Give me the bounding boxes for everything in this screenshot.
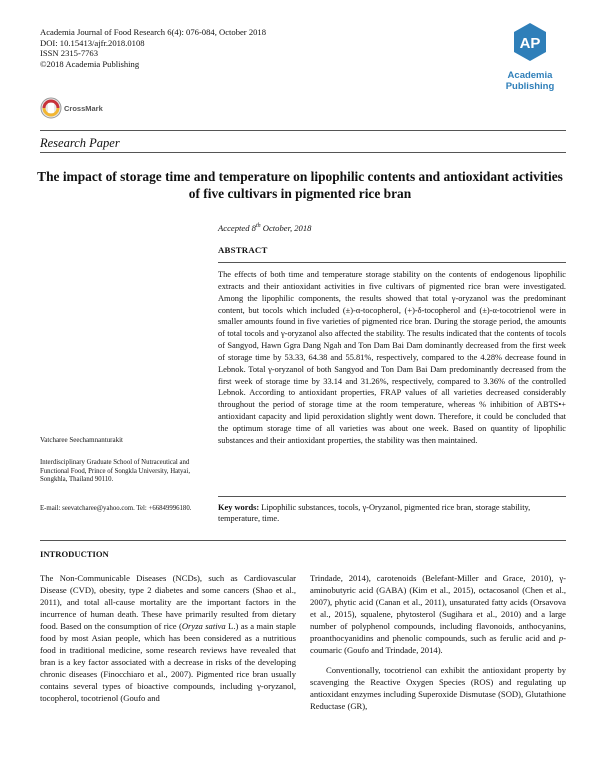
publisher-badge-icon [512,22,548,62]
abstract-heading: ABSTRACT [218,245,268,255]
intro-rule [40,540,566,541]
keywords [218,502,566,524]
doi[interactable]: DOI: 10.15413/ajfr.2018.0108 [40,37,145,48]
journal-citation: Academia Journal of Food Research 6(4): 076-084, October 2018 [40,27,267,37]
section-rule [40,152,566,153]
abstract-text: The effects of both time and temperature storage stability on the contents of endogenous lipophilic extracts and their antioxidant activities in five cultivars of pigmented rice bran were investigated. Among the lipophilic components, the results showed that total γ-oryzanol was the predominant content, but tocols which included (±)-α-tocopherol, (+)-δ-tocopherol and (±)-α-tocotrienol were in smaller amounts found in five varieties of pigmented rice bran. During the storage period, the amounts of total tocols and γ-oryzanol also affected the stability. The results indicated that the contents of tocols of Sangyod, Hawn Ggra Dang Ngah and Ton Dam Bai Dam dominantly decreased from the first week of storage time by 53.33, 64.38 and 55.81%, respectively, compared to the 4.28% decrease found in Lebnok. Total γ-oryzanol of both Sangyod and Ton Dam Bai Dam predominantly decreased from the first week of storage time by 33.14 and 31.26%, respectively, compared to 3.36% of the controlled Lebnok. According to antioxidant properties, FRAP values of all varieties decreased considerably throughout the period of storage time at the room temperature, whereas % inhibition of ABTS•+ antioxidant capacity and lipid peroxidation slightly went down. Therefore, it could be concluded that the optimum storage time of all varieties was about one week. Based on quantity of lipophilic substances and their antioxidant properties, the stability was then maintained. [218,270,566,445]
crossmark-badge[interactable] [40,97,103,119]
introduction-heading: INTRODUCTION [40,549,109,559]
crossmark-label: CrossMark [64,103,103,113]
publisher-name-line2: Publishing [505,81,555,92]
publisher-logo[interactable] [496,22,564,92]
intro-paragraph-2: Conventionally, tocotrienol can exhibit the antioxidant property by scavenging the Reactive Oxygen Species (ROS) and regulating up antioxidant enzymes including Superoxide Dismutase (SOD), Glutathione Reductase (GR), [310,664,566,711]
intro-paragraph-1-cont: Trindade, 2014), carotenoids (Belefant-Miller and Grace, 2010), γ-aminobutyric acid (GABA) (Kim et al., 2015), octacosanol (Chen et al., 2007), phytic acid (Canan et al., 2011), unsaturated fatty acids (Orsavova et al., 2015), squalene, phytosterol (Sugihara et al., 2010) and a large number of polyphenol compounds, including flavonoids, anthocyanins, proanthocyanidins and phenolic compounds, such as ferulic acid and p-coumaric (Goufo and Trindade, 2014). [310,573,566,655]
journal-meta [40,27,266,69]
paper-title: The impact of storage time and temperature on lipophilic contents and antioxidant activities of five cultivars in pigmented rice bran [37,169,563,201]
issn: ISSN 2315-7763 [40,48,99,59]
accepted-date: Accepted 8th October, 2018 [218,223,312,233]
top-rule [40,130,566,131]
keywords-text: Lipophilic substances, tocols, γ-Oryzanol, pigmented rice bran, storage stability, temperature, time. [218,503,531,523]
author-name: Vatcharee Seechamnanturakit [40,436,123,444]
keywords-label: Key words: [218,503,260,512]
keywords-rule [218,496,566,497]
intro-paragraph-1: The Non-Communicable Diseases (NCDs), such as Cardiovascular Disease (CVD), obesity, type 2 diabetes and some cancers (Shao et al., 2011), and total all-cause mortality are the important factors in the incurrence of human death. These have primarily resulted from dietary food. Based on the consumption of rice (Oryza sativa L.) as a main staple food by most Asian people, which has been considered as a nutritious food in traditional medicine, some research reviews have revealed that bran is a key factor associated with a decrease in risks of the developing chronic diseases (Finocchiaro et al., 2007). Pigmented rice bran usually contains several types of bioactive compounds, including γ-oryzanol, tocopherol, tocotrienol (Goufo and [40,573,296,703]
intro-right-column [310,573,566,712]
publisher-monogram: AP [519,35,541,52]
author-affiliation: Interdisciplinary Graduate School of Nutraceutical and Functional Food, Prince of Songkla University, Hatyai, Songkhla, Thailand 90110. [40,459,191,484]
abstract-rule [218,262,566,263]
copyright: ©2018 Academia Publishing [40,58,140,69]
section-label: Research Paper [40,136,120,150]
author-contact[interactable]: E-mail: seevatcharee@yahoo.com. Tel: +66849996180. [40,505,192,512]
crossmark-icon [40,97,62,119]
intro-left-column [40,573,296,704]
publisher-name-line1: Academia [507,70,553,81]
